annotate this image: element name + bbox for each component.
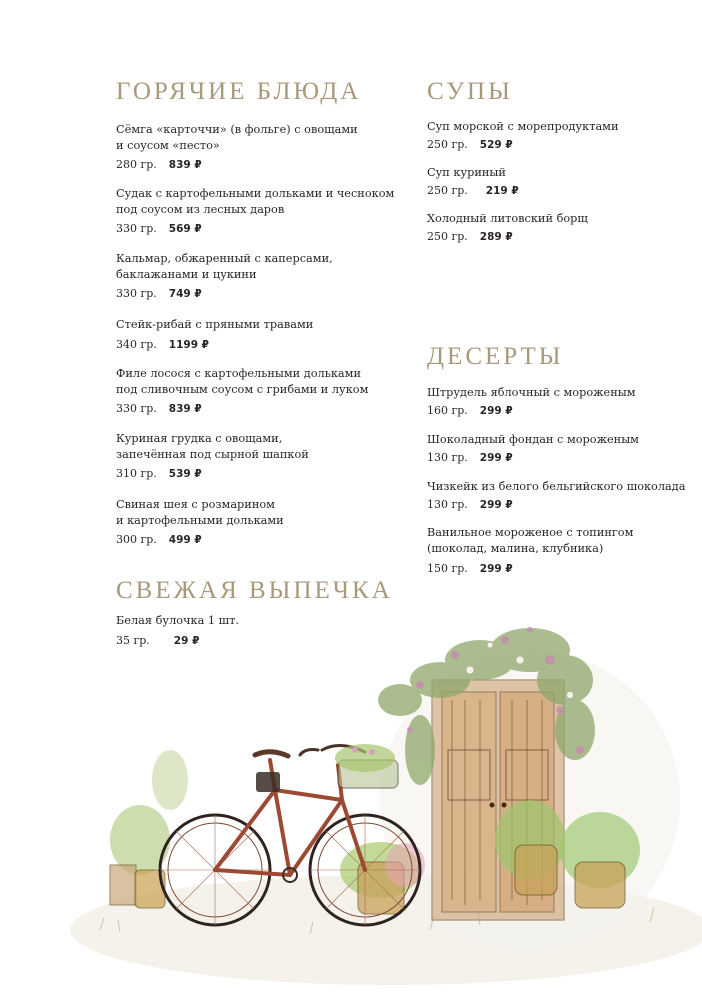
dish-price: 499 ₽ [168,534,202,546]
dish-name: Суп куриный [427,166,506,179]
menu-item [116,497,406,547]
dish-name: Кальмар, обжаренный с каперсами, баклажанами и цукини [116,252,333,281]
bicycle-door-illustration [60,600,702,990]
dish-weight: 160 гр. [427,403,468,417]
dish-name: Стейк-рибай с пряными травами [116,318,314,331]
dish-weight: 310 гр. [116,467,157,480]
dish-weight: 280 гр. [116,158,157,171]
menu-item [116,431,406,481]
dish-price: 299 ₽ [479,451,513,464]
dish-price: 29 ₽ [173,634,200,647]
dish-name: Свиная шея с розмарином и картофельными дольками [116,498,284,527]
dish-weight: 150 гр. [427,562,468,575]
dish-weight: 35 гр. [116,633,150,647]
dish-price: 569 ₽ [168,223,202,235]
dish-price: 839 ₽ [168,159,202,171]
dish-weight: 130 гр. [427,497,468,511]
dish-name: Филе лосося с картофельными дольками под сливочным соусом с грибами и луком [116,367,369,396]
section-title-soups: СУПЫ [427,78,513,105]
dish-price: 749 ₽ [168,288,202,300]
dish-name: Куриная грудка с овощами, запечённая под сырной шапкой [116,432,309,461]
dish-weight: 250 гр. [427,137,468,151]
dish-weight: 330 гр. [116,402,157,415]
section-title-bakery: СВЕЖАЯ ВЫПЕЧКА [116,577,393,604]
dish-price: 539 ₽ [168,468,202,480]
dish-price: 839 ₽ [168,403,202,415]
dish-weight: 250 гр. [427,183,468,197]
dish-name: Чизкейк из белого бельгийского шоколада [427,480,686,493]
dish-name: Суп морской с морепродуктами [427,120,619,133]
dish-name: Судак с картофельными дольками и чесноком под соусом из лесных даров [116,187,395,216]
dish-weight: 300 гр. [116,533,157,546]
menu-item [427,432,697,465]
menu-item [116,251,406,301]
dish-price: 299 ₽ [479,563,513,575]
menu-item [427,119,697,152]
menu-item [116,186,406,236]
menu-item [427,525,697,576]
dish-weight: 250 гр. [427,229,468,243]
dish-name: Сёмга «карточчи» (в фольге) с овощами и соусом «песто» [116,123,358,152]
dish-weight: 330 гр. [116,222,157,235]
dish-price: 529 ₽ [479,138,513,151]
dish-price: 299 ₽ [479,404,513,417]
dish-name: Холодный литовский борщ [427,212,588,225]
menu-item [116,366,406,416]
menu-item [427,385,697,418]
section-title-desserts: ДЕСЕРТЫ [427,343,564,370]
menu-item [427,479,697,512]
menu-item [427,165,697,198]
dish-weight: 340 гр. [116,337,157,351]
dish-price: 289 ₽ [479,230,513,243]
dish-price: 219 ₽ [485,184,519,197]
dish-price: 299 ₽ [479,498,513,511]
dish-name: Шоколадный фондан с мороженым [427,433,639,446]
dish-name: Ванильное мороженое с топингом (шоколад, малина, клубника) [427,526,634,555]
section-title-hot: ГОРЯЧИЕ БЛЮДА [116,78,362,105]
dish-price: 1199 ₽ [168,338,209,351]
dish-weight: 130 гр. [427,450,468,464]
dish-name: Белая булочка 1 шт. [116,614,240,627]
menu-item [116,317,406,352]
dish-name: Штрудель яблочный с мороженым [427,386,636,399]
menu-item [427,211,697,244]
dish-weight: 330 гр. [116,287,157,300]
menu-item [116,122,406,172]
